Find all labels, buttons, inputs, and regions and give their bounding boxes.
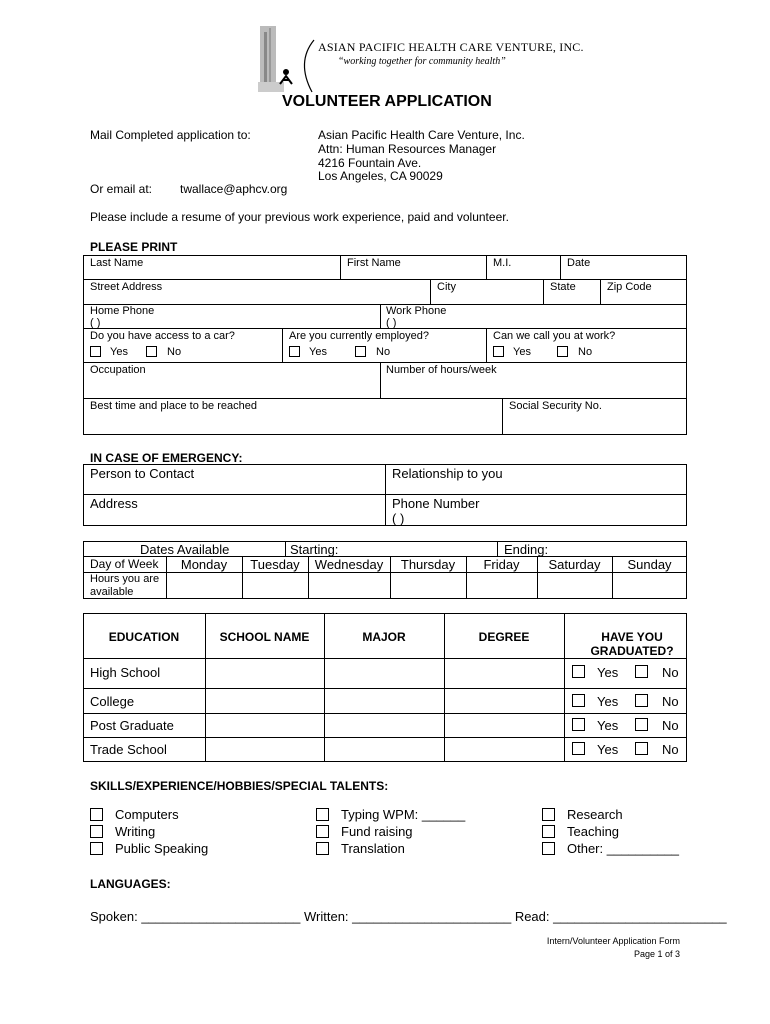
- grad-hs-yes-label: Yes: [597, 665, 619, 680]
- mail-address-3: 4216 Fountain Ave.: [318, 156, 422, 170]
- car-no-label: No: [167, 346, 182, 358]
- skill-typing-checkbox[interactable]: [316, 808, 329, 821]
- hours-available-label: Hours you are available: [90, 573, 160, 598]
- last-name-field[interactable]: Last Name: [90, 257, 144, 269]
- day-of-week-label: Day of Week: [90, 557, 159, 571]
- first-name-field[interactable]: First Name: [347, 257, 401, 269]
- work-phone-field[interactable]: Work Phone: [386, 305, 447, 317]
- state-field[interactable]: State: [550, 281, 576, 293]
- grad-trade-no-label: No: [662, 742, 679, 757]
- edu-header-school: SCHOOL NAME: [219, 630, 310, 644]
- grad-post-no-checkbox[interactable]: [635, 718, 648, 731]
- skill-teaching-label: Teaching: [567, 824, 620, 839]
- skill-typing-label: Typing WPM: ______: [341, 807, 466, 822]
- day-monday: Monday: [180, 557, 228, 572]
- car-yes-label: Yes: [110, 346, 128, 358]
- skill-translation-label: Translation: [341, 841, 405, 856]
- employed-question: Are you currently employed?: [289, 330, 430, 342]
- person-contact-field[interactable]: Person to Contact: [90, 466, 195, 481]
- grad-post-yes-checkbox[interactable]: [572, 718, 585, 731]
- skill-fundraising-checkbox[interactable]: [316, 825, 329, 838]
- day-friday: Friday: [483, 557, 520, 572]
- call-question: Can we call you at work?: [493, 330, 616, 342]
- logo-graphic-icon: [256, 22, 316, 96]
- grad-hs-yes-checkbox[interactable]: [572, 665, 585, 678]
- grad-trade-no-checkbox[interactable]: [635, 742, 648, 755]
- edu-header-education: EDUCATION: [108, 630, 180, 644]
- call-no-checkbox[interactable]: [557, 346, 568, 357]
- email-link[interactable]: twallace@aphcv.org: [180, 182, 288, 196]
- emergency-phone-field[interactable]: Phone Number: [392, 496, 480, 511]
- home-phone-field[interactable]: Home Phone: [90, 305, 155, 317]
- hours-field[interactable]: Number of hours/week: [386, 364, 497, 376]
- work-phone-paren: ( ): [386, 317, 397, 329]
- edu-row-high-school: High School: [90, 665, 161, 680]
- grad-college-no-label: No: [662, 694, 679, 709]
- mail-label: Mail Completed application to:: [90, 128, 251, 142]
- edu-row-trade-school: Trade School: [90, 742, 167, 757]
- email-label: Or email at:: [90, 182, 153, 196]
- day-tuesday: Tuesday: [250, 557, 300, 572]
- skill-computers-label: Computers: [115, 807, 179, 822]
- tagline: “working together for community health”: [338, 56, 506, 67]
- languages-line[interactable]: Spoken: ______________________ Written: ______________________ Read: ________________________: [90, 909, 727, 924]
- skill-teaching-checkbox[interactable]: [542, 825, 555, 838]
- street-field[interactable]: Street Address: [90, 281, 163, 293]
- zip-field[interactable]: Zip Code: [607, 281, 652, 293]
- skill-translation-checkbox[interactable]: [316, 842, 329, 855]
- mail-address-1: Asian Pacific Health Care Venture, Inc.: [318, 128, 525, 142]
- employed-no-label: No: [376, 346, 391, 358]
- call-yes-label: Yes: [513, 346, 531, 358]
- org-name: ASIAN PACIFIC HEALTH CARE VENTURE, INC.: [318, 40, 584, 54]
- skill-other-label: Other: __________: [567, 841, 680, 856]
- skill-public-speaking-label: Public Speaking: [115, 841, 209, 856]
- edu-row-post-graduate: Post Graduate: [90, 718, 174, 733]
- skills-heading: SKILLS/EXPERIENCE/HOBBIES/SPECIAL TALENTS:: [90, 779, 389, 793]
- grad-college-no-checkbox[interactable]: [635, 694, 648, 707]
- day-sunday: Sunday: [627, 557, 672, 572]
- car-no-checkbox[interactable]: [146, 346, 157, 357]
- edu-header-graduated: HAVE YOU GRADUATED?: [590, 630, 674, 658]
- emergency-address-field[interactable]: Address: [90, 496, 138, 511]
- day-saturday: Saturday: [548, 557, 601, 572]
- grad-trade-yes-checkbox[interactable]: [572, 742, 585, 755]
- grad-post-yes-label: Yes: [597, 718, 619, 733]
- grad-post-no-label: No: [662, 718, 679, 733]
- relationship-field[interactable]: Relationship to you: [392, 466, 503, 481]
- grad-college-yes-label: Yes: [597, 694, 619, 709]
- employed-yes-label: Yes: [309, 346, 327, 358]
- call-yes-checkbox[interactable]: [493, 346, 504, 357]
- mi-field[interactable]: M.I.: [493, 257, 512, 269]
- emergency-phone-paren: ( ): [392, 511, 405, 526]
- grad-college-yes-checkbox[interactable]: [572, 694, 585, 707]
- please-print-heading: PLEASE PRINT: [90, 240, 178, 254]
- occupation-field[interactable]: Occupation: [90, 364, 146, 376]
- day-wednesday: Wednesday: [314, 557, 384, 572]
- starting-field[interactable]: Starting:: [290, 542, 339, 557]
- grad-hs-no-checkbox[interactable]: [635, 665, 648, 678]
- best-time-field[interactable]: Best time and place to be reached: [90, 400, 257, 412]
- edu-row-college: College: [90, 694, 135, 709]
- city-field[interactable]: City: [437, 281, 456, 293]
- skill-fundraising-label: Fund raising: [341, 824, 413, 839]
- employed-yes-checkbox[interactable]: [289, 346, 300, 357]
- skill-writing-label: Writing: [115, 824, 156, 839]
- date-field[interactable]: Date: [567, 257, 591, 269]
- skill-public-speaking-checkbox[interactable]: [90, 842, 103, 855]
- skill-computers-checkbox[interactable]: [90, 808, 103, 821]
- car-yes-checkbox[interactable]: [90, 346, 101, 357]
- footer-form-name: Intern/Volunteer Application Form: [546, 936, 680, 946]
- resume-note: Please include a resume of your previous work experience, paid and volunteer.: [90, 210, 509, 224]
- logo: [256, 22, 316, 96]
- languages-heading: LANGUAGES:: [90, 877, 171, 891]
- call-no-label: No: [578, 346, 593, 358]
- employed-no-checkbox[interactable]: [355, 346, 366, 357]
- edu-header-major: MAJOR: [362, 630, 406, 644]
- emergency-heading: IN CASE OF EMERGENCY:: [90, 451, 243, 465]
- skill-research-checkbox[interactable]: [542, 808, 555, 821]
- grad-trade-yes-label: Yes: [597, 742, 619, 757]
- edu-header-degree: DEGREE: [478, 630, 530, 644]
- car-question: Do you have access to a car?: [90, 330, 235, 342]
- page-title: VOLUNTEER APPLICATION: [282, 93, 492, 110]
- dates-available-label: Dates Available: [140, 542, 230, 557]
- home-phone-paren: ( ): [90, 317, 101, 329]
- ssn-field[interactable]: Social Security No.: [509, 400, 602, 412]
- skill-research-label: Research: [567, 807, 623, 822]
- ending-field[interactable]: Ending:: [504, 542, 549, 557]
- grad-hs-no-label: No: [662, 665, 679, 680]
- footer-page: Page 1 of 3: [633, 949, 680, 959]
- mail-address-2: Attn: Human Resources Manager: [318, 142, 497, 156]
- mail-address-4: Los Angeles, CA 90029: [318, 169, 443, 183]
- day-thursday: Thursday: [400, 557, 456, 572]
- skill-writing-checkbox[interactable]: [90, 825, 103, 838]
- skill-other-checkbox[interactable]: [542, 842, 555, 855]
